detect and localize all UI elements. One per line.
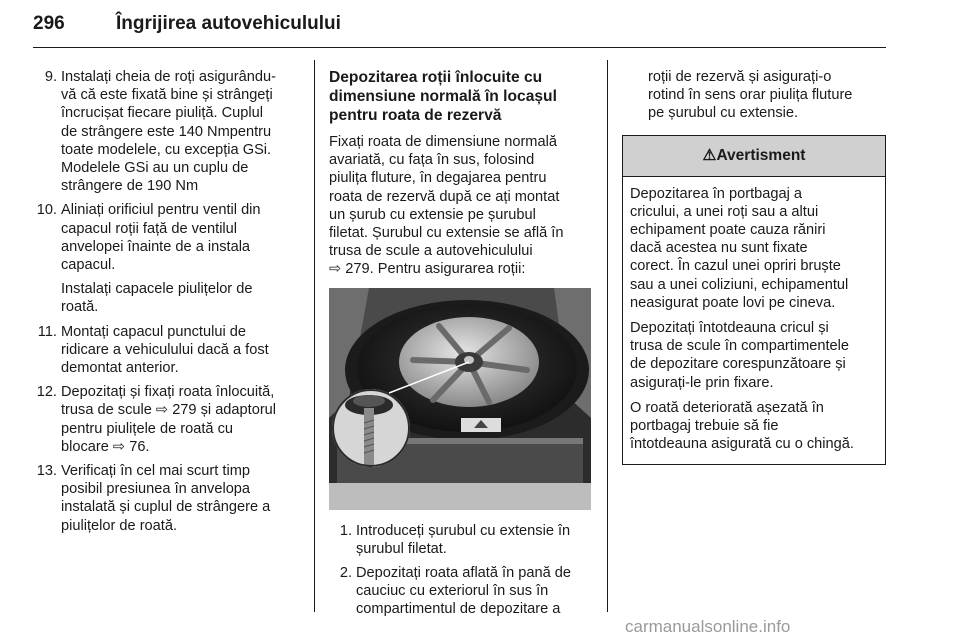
warning-paragraph: [630, 319, 879, 392]
text-line: sau a unei coliziuni, echipamentul: [630, 276, 849, 293]
step-text: [61, 201, 299, 274]
text-line: rotind în sens orar piulița fluture: [648, 87, 853, 104]
text-line: ⇨ 279. Pentru asigurarea roții:: [329, 261, 526, 278]
text-line: Depozitați întotdeauna cricul și: [630, 320, 829, 337]
text-line: Instalați cheia de roți asigurându-: [61, 69, 276, 85]
step-text: [61, 323, 299, 378]
step-item: [34, 383, 299, 456]
text-line: strângere de 190 Nm: [61, 178, 199, 195]
text-line: dimensiune normală în locașul: [329, 88, 557, 105]
text-line: cricului, a unei roți sau a altui: [630, 203, 819, 220]
text-line: Modelele GSi au un cuplu de: [61, 160, 249, 177]
step-number: 11.: [37, 323, 57, 340]
warning-paragraph: [630, 399, 879, 454]
text-line: portbagaj trebuie să fie: [630, 418, 779, 435]
text-line: posibil presiunea în anvelopa: [61, 481, 251, 498]
chapter-title: Îngrijirea autovehiculului: [116, 13, 341, 34]
watermark: carmanualsonline.info: [625, 617, 791, 636]
step-number: 13.: [36, 463, 57, 480]
page-number: 296: [33, 13, 65, 34]
text-line: de strângere este 140 Nmpentru: [61, 123, 272, 140]
text-line: demontat anterior.: [61, 360, 179, 377]
text-line: trusa de scule ⇨ 279 și adaptorul: [61, 402, 277, 419]
column-divider-left: [314, 60, 315, 612]
text-line: Depozitarea roții înlocuite cu: [329, 69, 543, 86]
text-line: roții de rezervă și asigurați-o: [648, 69, 832, 85]
text-line: instalată și cuplul de strângere a: [61, 499, 271, 516]
step-text: [61, 462, 299, 535]
continuation-text: [622, 68, 886, 123]
step-number: 9.: [44, 69, 57, 85]
text-line: piulițelor de roată.: [61, 517, 178, 534]
left-column: [34, 68, 299, 541]
step-text: [356, 522, 594, 558]
step-item: [34, 323, 299, 378]
step-text: [356, 564, 594, 619]
step-number: 2.: [339, 565, 352, 582]
text-line: O roată deteriorată așezată în: [630, 399, 824, 416]
warning-title: Avertisment: [716, 146, 806, 164]
text-line: un șurub cu extensie pe șurubul: [329, 206, 536, 223]
warning-body: [623, 177, 885, 465]
warning-header: [623, 136, 885, 177]
step-number: 12.: [36, 384, 57, 401]
text-line: toate modelele, cu excepția GSi.: [61, 141, 272, 158]
text-line: Aliniați orificiul pentru ventil din: [61, 202, 261, 219]
text-line: anvelopei înainte de a instala: [61, 238, 251, 255]
text-line: șurubul filetat.: [356, 540, 447, 557]
step-text: [61, 383, 299, 456]
text-line: Verificați în cel mai scurt timp: [61, 463, 250, 480]
text-line: Fixați roata de dimensiune normală: [329, 134, 557, 150]
middle-column: [329, 68, 594, 625]
text-line: avariată, cu fața în sus, folosind: [329, 152, 535, 169]
text-line: roata de rezervă după ce ați montat: [329, 188, 560, 205]
text-line: pentru roata de rezervă: [329, 107, 502, 124]
warning-box: [622, 135, 886, 466]
text-line: compartimentul de depozitare a: [356, 601, 561, 618]
column-divider-right: [607, 60, 608, 612]
spare-wheel-photo: [329, 288, 591, 510]
text-line: Instalați capacele piulițelor de: [61, 281, 253, 298]
text-line: ridicare a vehiculului dacă a fost: [61, 341, 269, 358]
text-line: cauciuc cu exteriorul în sus în: [356, 583, 549, 600]
step-subtext: [61, 280, 299, 316]
warning-triangle-icon: ⚠: [702, 146, 717, 164]
text-line: pentru piulițele de roată cu: [61, 420, 233, 437]
middle-steps-list: [329, 522, 594, 619]
section-title: [329, 68, 594, 125]
text-line: vă că este fixată bine și strângeți: [61, 87, 273, 104]
text-line: roată.: [61, 299, 99, 316]
step-item: [329, 564, 594, 619]
text-line: trusa de scule în compartimentele: [630, 338, 850, 355]
text-line: Depozitați și fixați roata înlocuită,: [61, 384, 275, 401]
left-steps-list: [34, 68, 299, 535]
text-line: piulița fluture, în degajarea pentru: [329, 170, 547, 187]
text-line: neasigurat poate lovi pe cineva.: [630, 294, 836, 311]
text-line: dacă acestea nu sunt fixate: [630, 240, 808, 257]
step-number: 1.: [339, 522, 352, 539]
text-line: capacul roții față de ventilul: [61, 220, 238, 237]
text-line: pe șurubul cu extensie.: [648, 105, 799, 122]
text-line: asigurați-le prin fixare.: [630, 374, 774, 391]
text-line: trusa de scule a autovehiculului: [329, 243, 533, 260]
step-item: [34, 68, 299, 195]
text-line: capacul.: [61, 257, 116, 274]
right-column: [622, 68, 886, 465]
text-line: corect. În cazul unei opriri bruște: [630, 258, 841, 275]
text-line: întotdeauna asigurată cu o chingă.: [630, 436, 854, 453]
text-line: Depozitați roata aflată în pană de: [356, 565, 572, 582]
warning-paragraph: [630, 185, 879, 312]
step-number: 10.: [36, 202, 57, 219]
text-line: Introduceți șurubul cu extensie în: [356, 522, 571, 539]
text-line: Depozitarea în portbagaj a: [630, 185, 802, 202]
text-line: blocare ⇨ 76.: [61, 438, 150, 455]
text-line: de depozitare corespunzătoare și: [630, 356, 846, 373]
step-item: [329, 522, 594, 558]
text-line: filetat. Șurubul cu extensie se află în: [329, 225, 564, 242]
step-item: [34, 462, 299, 535]
step-item: [34, 201, 299, 316]
text-line: echipament poate cauza răniri: [630, 222, 826, 239]
intro-paragraph: [329, 133, 594, 279]
text-line: Montați capacul punctului de: [61, 323, 246, 340]
text-line: încrucișat fiecare piuliță. Cuplul: [61, 105, 263, 122]
header-rule: [33, 47, 886, 48]
step-text: [61, 68, 299, 195]
